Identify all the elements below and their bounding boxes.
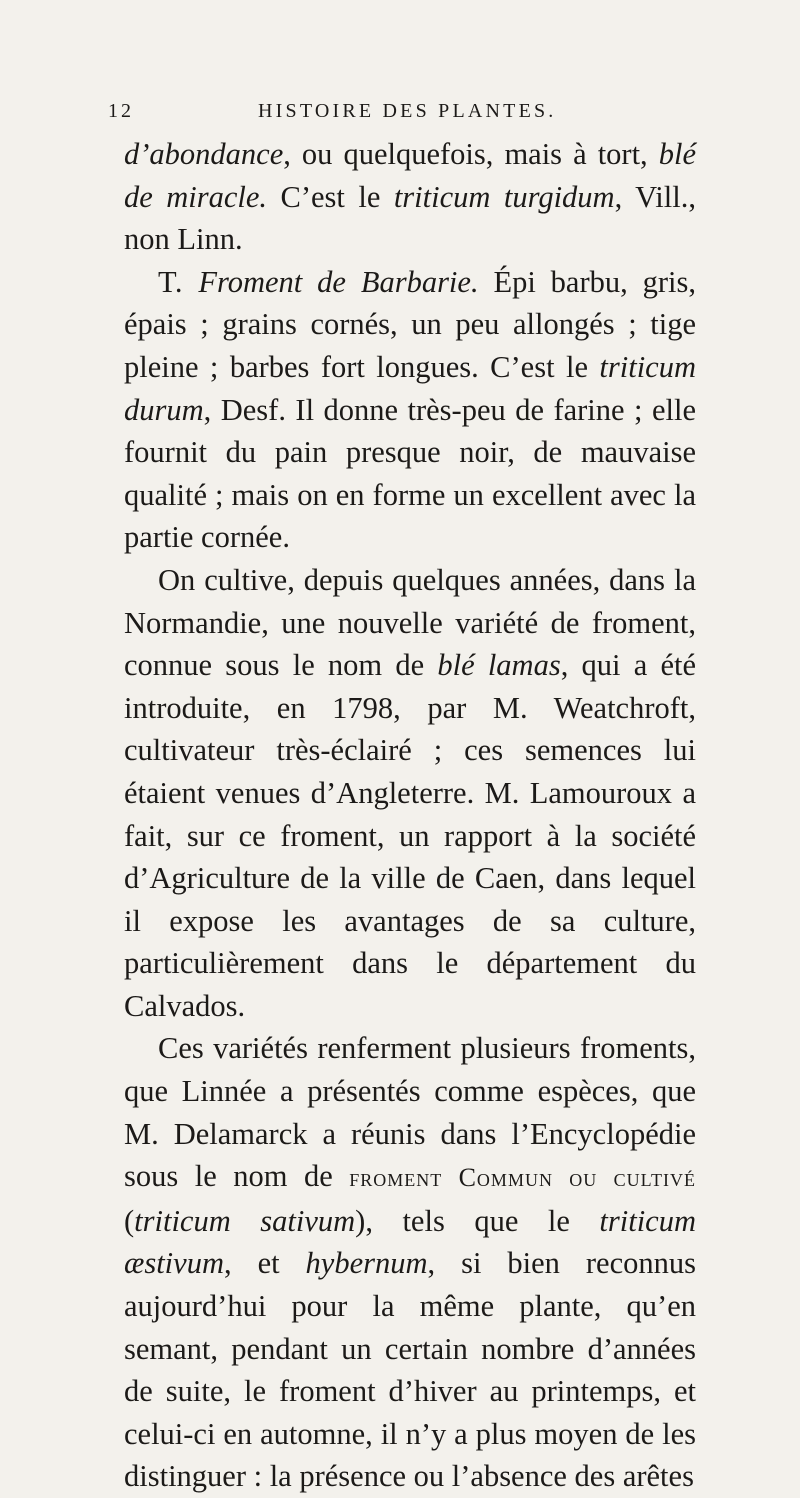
text-span: d’abondance xyxy=(124,137,284,171)
page-number: 12 xyxy=(108,100,134,122)
text-span: Épi barbu, gris, épais ; grains cornés, un peu allongés ; tige pleine ; barbes fort longues. C’est le xyxy=(124,264,696,384)
running-title: HISTOIRE DES PLANTES. xyxy=(258,100,557,122)
text-span: , Vill., non Linn. xyxy=(124,179,696,257)
body-text xyxy=(124,133,696,1498)
text-span: froment Commun ou cultivé xyxy=(349,1163,696,1193)
paragraph-3 xyxy=(124,559,696,1028)
text-span: hybernum xyxy=(305,1246,428,1281)
text-span: triticum æstivum xyxy=(124,1203,696,1281)
text-span: blé de miracle. xyxy=(124,137,696,214)
text-span: ( xyxy=(124,1203,135,1238)
text-span: On cultive, depuis quelques années, dans la Normandie, une nouvelle variété de froment, connue sous le nom de xyxy=(124,562,696,683)
text-span: , si bien reconnus aujourd’hui pour la même plante, qu’en semant, pendant un certain nombre d’années de suite, le froment d’hiver au printemps, et celui-ci en automne, il n’y a plus moyen de les distinguer : la présence ou l’absence des arêtes xyxy=(124,1246,696,1494)
text-span: , et xyxy=(223,1246,306,1281)
text-span: Ces variétés renferment plusieurs froments, que Linnée a présentés comme espèces, que M. Delamarck a réunis dans l’Encyclopédie sous le nom de xyxy=(124,1031,696,1194)
text-span: T. xyxy=(158,264,199,299)
text-span: ), tels que le xyxy=(355,1203,600,1238)
text-span: C’est le xyxy=(267,179,394,214)
text-span: triticum turgidum xyxy=(393,179,615,214)
paragraph-2 xyxy=(124,261,696,559)
text-span: Froment de Barbarie. xyxy=(198,264,479,299)
text-span: triticum sativum xyxy=(134,1203,356,1238)
paragraph-4 xyxy=(124,1027,696,1498)
page-header xyxy=(108,100,708,130)
text-span: triticum durum xyxy=(124,349,696,427)
text-span: , Desf. Il donne très-peu de farine ; elle fournit du pain presque noir, de mauvaise qualité ; mais on en forme un excellent avec la partie cornée. xyxy=(124,392,696,555)
text-span: , qui a été introduite, en 1798, par M. Weatchroft, cultivateur très-éclairé ; ces semences lui étaient venues d’Angleterre. M. Lamouroux a fait, sur ce froment, un rapport à la société d’Agriculture de la ville de Caen, dans lequel il expose les avantages de sa culture, particulièrement dans le département du Calvados. xyxy=(124,648,696,1023)
paragraph-1 xyxy=(124,133,696,261)
text-span: , ou quelquefois, mais à tort, xyxy=(283,137,659,171)
text-span: blé lamas xyxy=(437,648,561,683)
